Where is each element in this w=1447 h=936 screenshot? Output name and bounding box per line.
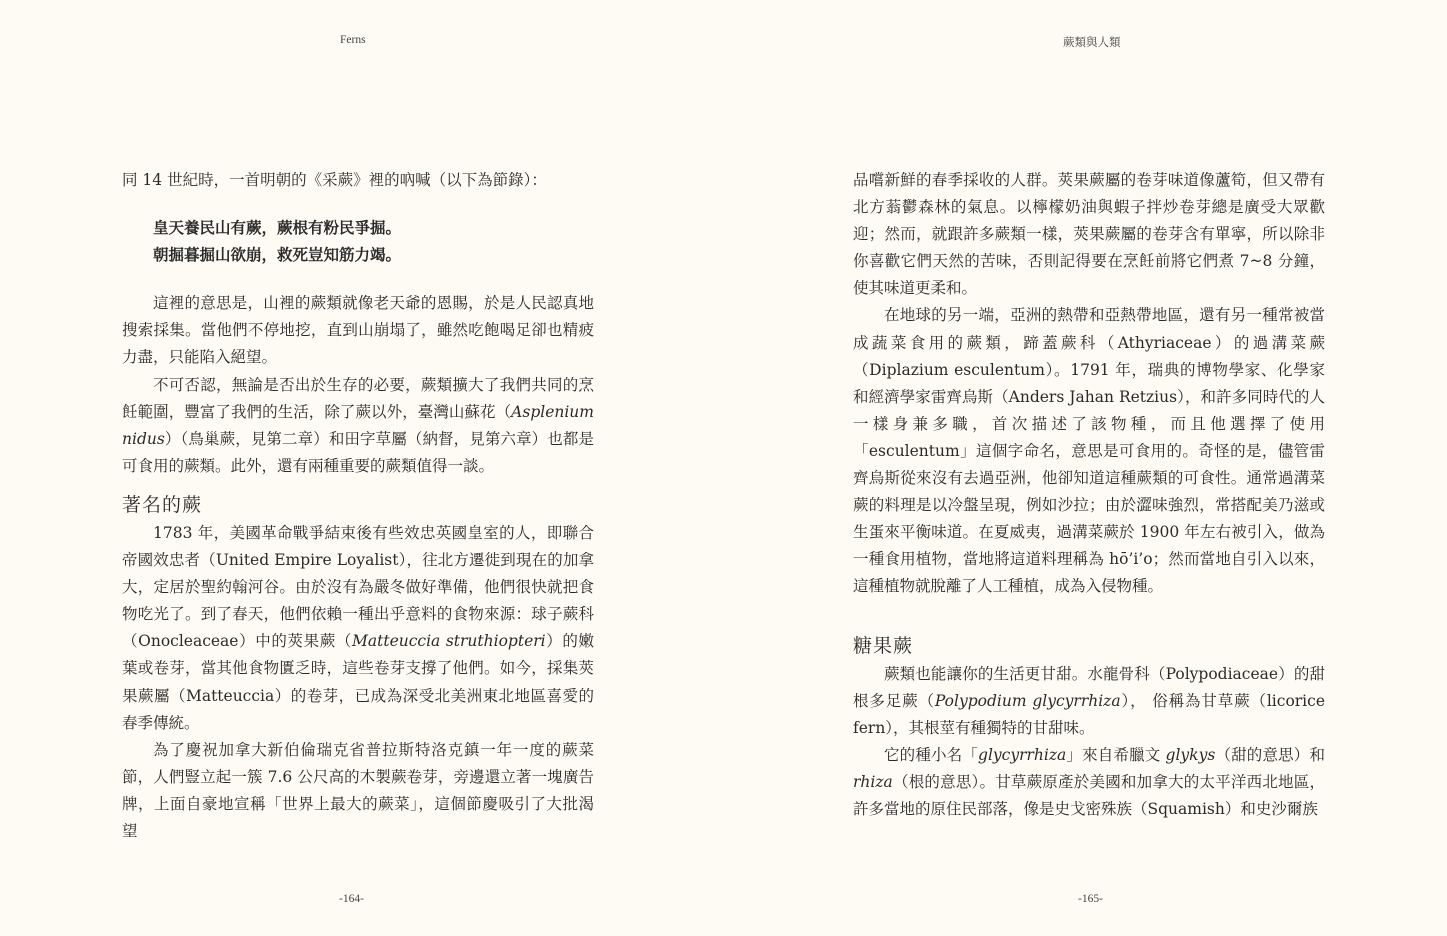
poem-line-1: 皇天養民山有蕨，蕨根有粉民爭掘。	[153, 218, 402, 238]
paragraph: 為了慶祝加拿大新伯倫瑞克省普拉斯特洛克鎮一年一度的蕨菜節，人們豎立起一簇 7.6 公尺高的木製蕨卷芽，旁邊還立著一塊廣告牌，上面自豪地宣稱「世界上最大的蕨菜」，這個節慶吸引了大批渴望	[122, 740, 594, 840]
left-body-text	[122, 167, 594, 845]
paragraph-text: 它的種小名「	[884, 745, 979, 764]
paragraph-text: 蕨類也能讓你的生活更甘甜。水龍骨科（Polypodiaceae）的甜根多足蕨（	[853, 664, 1325, 710]
left-page	[0, 0, 723, 936]
species-name: Polypodium glycyrrhiza	[934, 691, 1121, 710]
running-head: Ferns	[340, 34, 366, 46]
paragraph	[122, 520, 594, 737]
paragraph-text: ）的嫩葉或卷芽，當其他食物匱乏時，這些卷芽支撐了他們。如今，採集莢果蕨屬（Matteuccia）的卷芽，已成為深受北美洲東北地區喜愛的春季傳統。	[122, 632, 594, 732]
paragraph-text: ）（鳥巢蕨，見第二章）和田字草屬（納督，見第六章）也都是可食用的蕨類。此外，還有兩種重要的蕨類值得一談。	[122, 429, 594, 475]
running-head: 蕨類與人類	[1063, 37, 1121, 49]
page-number: -165-	[1078, 893, 1103, 905]
poem-line-2: 朝掘暮掘山欲崩，救死豈知筋力竭。	[153, 245, 402, 265]
right-page	[723, 0, 1447, 936]
paragraph: 這裡的意思是，山裡的蕨類就像老天爺的恩賜，於是人民認真地搜索採集。當他們不停地挖，直到山崩塌了，雖然吃飽喝足卻也精疲力盡，只能陷入絕望。	[122, 294, 594, 367]
paragraph-text: （甜的意思）和	[1215, 745, 1325, 764]
paragraph: 品嚐新鮮的春季採收的人群。莢果蕨屬的卷芽味道像蘆筍，但又帶有北方蓊鬱森林的氣息。以檸檬奶油與蝦子拌炒卷芽總是廣受大眾歡迎；然而，就跟許多蕨類一樣，莢果蕨屬的卷芽含有單寧，所以除非你喜歡它們天然的苦味，否則記得要在烹飪前將它們煮 7~8 分鐘，使其味道更柔和。	[853, 171, 1325, 298]
paragraph-text: 」來自希臘文	[1066, 745, 1166, 764]
paragraph	[853, 742, 1325, 823]
species-name: glycyrrhiza	[978, 745, 1067, 764]
paragraph-text: ）， 俗稱為甘草蕨（licorice fern），其根莖有種獨特的甘甜味。	[853, 691, 1325, 737]
paragraph-text: （根的意思）。甘草蕨原產於美國和加拿大的太平洋西北地區，許多當地的原住民部落，像是史戈密殊族（Squamish）和史沙爾族	[853, 772, 1325, 818]
species-name: Asplenium nidus	[122, 402, 594, 448]
section-heading: 著名的蕨	[122, 493, 203, 516]
page-number: -164-	[339, 893, 364, 905]
paragraph: 在地球的另一端，亞洲的熱帶和亞熱帶地區，還有另一種常被當成蔬菜食用的蕨類，蹄蓋蕨科（Athyriaceae）的過溝菜蕨（Diplazium esculentum）。1791 年，瑞典的博物學家、化學家和經濟學家雷齊烏斯（Anders Jahan Retzius），和許多同時代的人一樣身兼多職，首次描述了該物種，而且他選擇了使用「esculentum」這個字命名，意思是可食用的。奇怪的是，儘管雷齊烏斯從來沒有去過亞洲，他卻知道這種蕨類的可食性。通常過溝菜蕨的料理是以冷盤呈現，例如沙拉；由於澀味強烈，常搭配美乃滋或生蛋來平衡味道。在夏威夷，過溝菜蕨於 1900 年左右被引入，做為一種食用植物，當地將這道料理稱為 hō’i’o；然而當地自引入以來，這種植物就脫離了人工種植，成為入侵物種。	[853, 306, 1325, 596]
greek-word: rhiza	[853, 772, 893, 791]
section-heading: 糖果蕨	[853, 634, 914, 657]
greek-word: glykys	[1165, 745, 1216, 764]
species-name: Matteuccia struthiopteri	[352, 632, 546, 651]
paragraph	[853, 661, 1325, 742]
paragraph-text: 不可否認，無論是否出於生存的必要，蕨類擴大了我們共同的烹飪範圍，豐富了我們的生活，除了蕨以外，臺灣山蘇花（	[122, 375, 594, 421]
paragraph-text: 1783 年，美國革命戰爭結束後有些效忠英國皇室的人，即聯合帝國效忠者（United Empire Loyalist），往北方遷徙到現在的加拿大，定居於聖約翰河谷。由於沒有為嚴冬做好準備，他們很快就把食物吃光了。到了春天，他們依賴一種出乎意料的食物來源：球子蕨科（Onocleaceae）中的莢果蕨（	[122, 523, 594, 651]
intro-line: 同 14 世紀時，一首明朝的《采蕨》裡的吶喊（以下為節錄）：	[122, 171, 547, 189]
right-body-text	[853, 167, 1325, 823]
paragraph	[122, 372, 594, 480]
